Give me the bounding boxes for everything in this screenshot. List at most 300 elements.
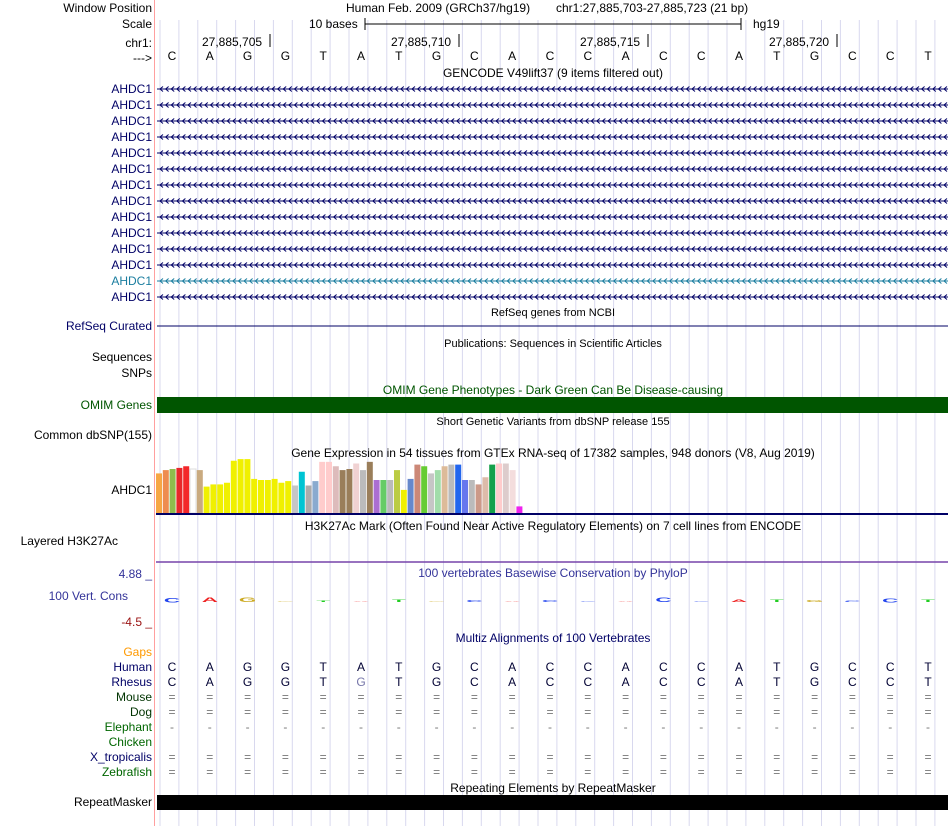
- multiz-base: A: [734, 660, 743, 674]
- multiz-base: T: [395, 660, 403, 674]
- multiz-base: =: [433, 765, 441, 779]
- multiz-base: =: [697, 750, 705, 764]
- conservation-glyph: T: [921, 598, 935, 603]
- gtex-tissue-bar: [496, 464, 502, 514]
- publications-title[interactable]: Publications: Sequences in Scientific Articles: [444, 338, 662, 350]
- conservation-glyph: T: [316, 600, 331, 603]
- gtex-tissue-bar: [442, 466, 448, 513]
- conservation-glyph: C: [882, 598, 899, 604]
- multiz-base: -: [699, 720, 704, 734]
- gencode-transcript-label: AHDC1: [111, 162, 152, 176]
- multiz-base: G: [431, 675, 442, 689]
- multiz-base: T: [319, 675, 327, 689]
- multiz-base: =: [433, 705, 441, 719]
- multiz-base: -: [585, 720, 590, 734]
- multiz-base: =: [659, 705, 667, 719]
- sequence-base: C: [848, 49, 857, 63]
- sequence-base: T: [924, 49, 932, 63]
- multiz-base: =: [281, 705, 289, 719]
- publications-snps-label[interactable]: SNPs: [121, 366, 152, 380]
- multiz-base: -: [510, 720, 515, 734]
- multiz-base: C: [583, 660, 593, 674]
- sequence-base: C: [696, 49, 706, 63]
- multiz-base: A: [734, 675, 743, 689]
- multiz-base: -: [245, 720, 250, 734]
- gencode-transcript-label: AHDC1: [111, 82, 152, 96]
- multiz-base: =: [433, 690, 441, 704]
- omim-label[interactable]: OMIM Genes: [80, 398, 152, 412]
- multiz-base: -: [359, 720, 363, 734]
- multiz-base: =: [811, 765, 819, 779]
- multiz-base: =: [206, 705, 214, 719]
- multiz-base: =: [848, 705, 856, 719]
- multiz-base: =: [735, 750, 743, 764]
- multiz-base: C: [167, 675, 177, 689]
- multiz-base: A: [508, 660, 517, 674]
- gtex-tissue-bar: [394, 470, 400, 513]
- multiz-base: =: [395, 705, 403, 719]
- multiz-base: =: [848, 765, 856, 779]
- gtex-tissue-bar: [360, 470, 366, 513]
- multiz-base: =: [773, 690, 781, 704]
- multiz-base: T: [924, 660, 932, 674]
- multiz-base: =: [508, 765, 516, 779]
- multiz-base: =: [886, 765, 894, 779]
- multiz-base: -: [774, 720, 779, 734]
- multiz-base: =: [319, 705, 327, 719]
- sequence-base: T: [773, 49, 781, 63]
- gtex-tissue-bar: [414, 465, 420, 513]
- multiz-base: =: [357, 690, 365, 704]
- multiz-base: =: [697, 765, 705, 779]
- scale-label: Scale: [121, 17, 152, 31]
- assembly-title: Human Feb. 2009 (GRCh37/hg19): [346, 1, 531, 15]
- tick-label: 27,885,715: [580, 35, 641, 49]
- gtex-tissue-bar: [340, 470, 346, 513]
- multiz-base: =: [811, 705, 819, 719]
- conservation-glyph: G: [427, 601, 446, 603]
- conservation-glyph: A: [730, 598, 748, 604]
- gtex-tissue-bar: [306, 486, 312, 514]
- multiz-base: =: [622, 750, 630, 764]
- multiz-base: =: [811, 690, 819, 704]
- multiz-base: =: [206, 690, 214, 704]
- tick-label: 27,885,720: [769, 35, 830, 49]
- gtex-tissue-bar: [380, 480, 386, 513]
- multiz-base: A: [508, 675, 517, 689]
- multiz-base: C: [696, 675, 706, 689]
- publications-sequences-label[interactable]: Sequences: [91, 350, 152, 364]
- sequence-base: A: [508, 49, 517, 63]
- multiz-base: =: [168, 690, 176, 704]
- gtex-tissue-bar: [231, 461, 237, 513]
- multiz-species-label: Zebrafish: [101, 765, 152, 779]
- repeatmasker-title[interactable]: Repeating Elements by RepeatMasker: [450, 781, 656, 795]
- multiz-base: C: [470, 660, 479, 674]
- multiz-base: =: [281, 750, 289, 764]
- gtex-tissue-bar: [312, 481, 318, 513]
- refseq-title[interactable]: RefSeq genes from NCBI: [490, 307, 616, 319]
- gencode-transcript-label: AHDC1: [111, 130, 152, 144]
- multiz-base: =: [584, 705, 592, 719]
- gtex-tissue-bar: [176, 468, 182, 513]
- conservation-glyph: G: [238, 596, 257, 604]
- gtex-title[interactable]: Gene Expression in 54 tissues from GTEx RNA-seq of 17382 samples, 948 donors (V8, Aug 2019): [291, 446, 815, 460]
- conservation-glyph: A: [617, 601, 634, 603]
- conservation-ymax: 4.88 _: [118, 567, 152, 581]
- gtex-tissue-bar: [353, 464, 359, 514]
- multiz-base: C: [848, 660, 857, 674]
- gtex-tissue-bar: [183, 466, 189, 513]
- gencode-transcript-label: AHDC1: [111, 178, 152, 192]
- dbsnp-title[interactable]: Short Genetic Variants from dbSNP release 155: [436, 416, 670, 428]
- multiz-base: -: [623, 720, 628, 734]
- gtex-tissue-bar: [197, 470, 203, 513]
- gtex-tissue-bar: [346, 469, 352, 513]
- gencode-transcript-label: AHDC1: [111, 194, 152, 208]
- multiz-base: A: [205, 660, 214, 674]
- multiz-base: =: [924, 690, 932, 704]
- conservation-ymin: -4.5 _: [121, 615, 152, 629]
- gencode-transcript-label: AHDC1: [111, 98, 152, 112]
- multiz-base: C: [885, 675, 895, 689]
- sequence-base: C: [583, 49, 593, 63]
- multiz-base: C: [848, 675, 857, 689]
- sequence-base: A: [734, 49, 743, 63]
- multiz-base: =: [773, 705, 781, 719]
- multiz-base: =: [546, 705, 554, 719]
- multiz-base: =: [886, 690, 894, 704]
- multiz-base: =: [168, 750, 176, 764]
- sequence-base: T: [319, 49, 327, 63]
- multiz-base: =: [395, 750, 403, 764]
- multiz-base: C: [696, 660, 706, 674]
- h3k27ac-label[interactable]: Layered H3K27Ac: [20, 534, 118, 548]
- multiz-base: A: [356, 660, 365, 674]
- multiz-base: =: [924, 750, 932, 764]
- multiz-base: =: [924, 765, 932, 779]
- gtex-tissue-bar: [278, 483, 284, 513]
- gtex-tissue-bar: [387, 480, 393, 513]
- multiz-base: =: [470, 705, 478, 719]
- multiz-base: -: [396, 720, 401, 734]
- gencode-transcript-label: AHDC1: [111, 258, 152, 272]
- multiz-base: =: [811, 750, 819, 764]
- multiz-base: T: [319, 660, 327, 674]
- multiz-base: A: [621, 660, 630, 674]
- multiz-base: A: [621, 675, 630, 689]
- multiz-base: -: [548, 720, 552, 734]
- gencode-transcript-label: AHDC1: [111, 290, 152, 304]
- multiz-base: =: [470, 765, 478, 779]
- sequence-base: G: [431, 49, 442, 63]
- multiz-base: =: [357, 750, 365, 764]
- conservation-glyph: T: [391, 598, 406, 603]
- gtex-tissue-bar: [333, 466, 339, 513]
- conservation-title[interactable]: 100 vertebrates Basewise Conservation by PhyloP: [418, 566, 688, 580]
- sequence-base: A: [621, 49, 630, 63]
- multiz-base: =: [735, 690, 743, 704]
- conservation-glyph: C: [579, 601, 596, 603]
- multiz-base: C: [583, 675, 593, 689]
- multiz-base: =: [773, 750, 781, 764]
- multiz-base: G: [280, 660, 291, 674]
- gtex-tissue-bar: [462, 480, 468, 513]
- multiz-base: G: [356, 675, 366, 689]
- gtex-tissue-bar: [401, 490, 407, 513]
- multiz-base: =: [395, 690, 403, 704]
- sequence-base: C: [545, 49, 555, 63]
- gtex-tissue-bar: [210, 484, 216, 513]
- gtex-tissue-bar: [516, 506, 522, 513]
- multiz-base: =: [697, 690, 705, 704]
- sequence-base: C: [167, 49, 177, 63]
- repeatmasker-bar: [157, 795, 948, 810]
- window-position-label: Window Position: [63, 1, 152, 15]
- multiz-base: =: [546, 690, 554, 704]
- multiz-species-label: Mouse: [115, 690, 152, 704]
- multiz-base: =: [584, 750, 592, 764]
- gtex-tissue-bar: [489, 465, 495, 513]
- multiz-base: =: [697, 705, 705, 719]
- gtex-label[interactable]: AHDC1: [111, 483, 152, 497]
- multiz-base: T: [395, 675, 403, 689]
- multiz-base: -: [888, 720, 893, 734]
- gtex-tissue-bar: [204, 487, 210, 513]
- gtex-tissue-bar: [251, 479, 257, 513]
- multiz-base: =: [546, 765, 554, 779]
- h3k27ac-title[interactable]: H3K27Ac Mark (Often Found Near Active Regulatory Elements) on 7 cell lines from ENCODE: [304, 519, 802, 533]
- multiz-base: =: [395, 765, 403, 779]
- gencode-transcript-label: AHDC1: [111, 114, 152, 128]
- sequence-base: G: [242, 49, 253, 63]
- multiz-species-label: Human: [113, 660, 152, 674]
- gencode-title[interactable]: GENCODE V49lift37 (9 items filtered out): [442, 66, 664, 80]
- sequence-base: C: [659, 49, 668, 63]
- gtex-tissue-bar: [428, 473, 434, 513]
- multiz-base: =: [357, 765, 365, 779]
- multiz-species-label: Rhesus: [111, 675, 152, 689]
- multiz-base: =: [659, 750, 667, 764]
- gtex-tissue-bar: [503, 464, 509, 514]
- multiz-base: C: [545, 660, 555, 674]
- multiz-base: =: [659, 690, 667, 704]
- multiz-base: -: [283, 720, 288, 734]
- conservation-glyph: A: [504, 601, 521, 603]
- multiz-base: G: [280, 675, 291, 689]
- multiz-base: -: [170, 720, 174, 734]
- multiz-species-label: Dog: [129, 705, 152, 719]
- conservation-glyph: A: [352, 601, 370, 603]
- multiz-base: =: [848, 750, 856, 764]
- multiz-base: C: [659, 660, 668, 674]
- repeatmasker-label[interactable]: RepeatMasker: [73, 795, 152, 809]
- gtex-tissue-bar: [482, 477, 488, 513]
- multiz-base: G: [242, 660, 253, 674]
- strand-label: --->: [133, 51, 152, 65]
- conservation-glyph: C: [693, 601, 710, 603]
- multiz-base: T: [924, 675, 932, 689]
- multiz-base: C: [470, 675, 479, 689]
- multiz-base: =: [168, 765, 176, 779]
- multiz-base: C: [885, 660, 895, 674]
- scale-text: 10 bases: [309, 17, 358, 31]
- conservation-glyph: C: [655, 596, 672, 604]
- multiz-base: =: [622, 765, 630, 779]
- gtex-tissue-bar: [190, 469, 196, 513]
- omim-title[interactable]: OMIM Gene Phenotypes - Dark Green Can Be Disease-causing: [382, 383, 724, 397]
- multiz-base: -: [661, 720, 666, 734]
- multiz-base: =: [584, 765, 592, 779]
- conservation-glyph: C: [844, 600, 861, 603]
- multiz-base: =: [886, 705, 894, 719]
- sequence-base: T: [395, 49, 403, 63]
- conservation-glyph: C: [466, 599, 483, 603]
- multiz-base: =: [508, 690, 516, 704]
- multiz-base: =: [886, 750, 894, 764]
- gtex-tissue-bar: [272, 479, 278, 513]
- omim-bar: [157, 397, 948, 413]
- multiz-base: =: [773, 765, 781, 779]
- gtex-tissue-bar: [238, 459, 244, 513]
- gencode-transcript-label: AHDC1: [111, 146, 152, 160]
- gtex-tissue-bar: [299, 472, 305, 513]
- multiz-base: =: [319, 690, 327, 704]
- gtex-tissue-bar: [476, 484, 482, 513]
- multiz-base: =: [244, 750, 252, 764]
- tick-label: 27,885,705: [202, 35, 263, 49]
- chr-label: chr1:: [125, 36, 152, 50]
- gtex-tissue-bar: [319, 462, 325, 513]
- sequence-base: G: [809, 49, 820, 63]
- gtex-tissue-bar: [421, 466, 427, 513]
- tick-label: 27,885,710: [391, 35, 452, 49]
- multiz-base: =: [508, 705, 516, 719]
- multiz-base: G: [809, 675, 820, 689]
- multiz-base: -: [472, 720, 477, 734]
- gtex-tissue-bar: [469, 480, 475, 513]
- multiz-base: =: [735, 765, 743, 779]
- multiz-base: A: [205, 675, 214, 689]
- gtex-tissue-bar: [163, 470, 169, 513]
- multiz-base: =: [659, 765, 667, 779]
- multiz-base: -: [926, 720, 930, 734]
- gencode-transcript-label: AHDC1: [111, 226, 152, 240]
- gencode-transcript-label: AHDC1: [111, 210, 152, 224]
- multiz-base: =: [281, 690, 289, 704]
- multiz-base: -: [850, 720, 855, 734]
- sequence-base: A: [205, 49, 214, 63]
- sequence-base: C: [470, 49, 479, 63]
- multiz-base: -: [737, 720, 741, 734]
- multiz-base: =: [281, 765, 289, 779]
- sequence-base: A: [356, 49, 365, 63]
- multiz-base: =: [848, 690, 856, 704]
- gtex-tissue-bar: [408, 479, 414, 513]
- multiz-base: C: [167, 660, 177, 674]
- multiz-species-label: Elephant: [104, 720, 152, 734]
- multiz-base: =: [470, 690, 478, 704]
- multiz-base: =: [546, 750, 554, 764]
- multiz-base: =: [735, 705, 743, 719]
- multiz-base: =: [168, 705, 176, 719]
- gtex-tissue-bar: [258, 480, 264, 513]
- gtex-tissue-bar: [448, 465, 454, 513]
- position-text: chr1:27,885,703-27,885,723 (21 bp): [556, 1, 749, 15]
- gtex-tissue-bar: [435, 470, 441, 513]
- multiz-base: =: [924, 705, 932, 719]
- refseq-label[interactable]: RefSeq Curated: [65, 319, 152, 333]
- sequence-base: G: [280, 49, 291, 63]
- dbsnp-label[interactable]: Common dbSNP(155): [33, 428, 152, 442]
- gtex-tissue-bar: [217, 484, 223, 513]
- multiz-base: =: [244, 765, 252, 779]
- conservation-glyph: C: [541, 599, 559, 603]
- multiz-gaps-label[interactable]: Gaps: [123, 645, 152, 659]
- multiz-base: C: [659, 675, 668, 689]
- multiz-base: =: [584, 690, 592, 704]
- multiz-base: =: [244, 690, 252, 704]
- multiz-base: =: [357, 705, 365, 719]
- multiz-species-label: X_tropicalis: [89, 750, 152, 764]
- multiz-base: -: [207, 720, 212, 734]
- multiz-base: G: [242, 675, 253, 689]
- conservation-label[interactable]: 100 Vert. Cons: [48, 589, 128, 603]
- gtex-tissue-bar: [170, 469, 176, 513]
- multiz-species-label: Chicken: [108, 735, 152, 749]
- multiz-base: =: [244, 705, 252, 719]
- gtex-tissue-bar: [367, 462, 373, 513]
- multiz-base: -: [434, 720, 439, 734]
- multiz-base: T: [773, 660, 781, 674]
- gtex-tissue-bar: [510, 470, 516, 513]
- gtex-tissue-bar: [285, 481, 291, 513]
- multiz-title[interactable]: Multiz Alignments of 100 Vertebrates: [455, 631, 651, 645]
- multiz-base: =: [319, 765, 327, 779]
- gtex-tissue-bar: [374, 480, 380, 513]
- multiz-base: =: [206, 765, 214, 779]
- multiz-base: G: [431, 660, 442, 674]
- multiz-base: T: [773, 675, 781, 689]
- multiz-base: =: [319, 750, 327, 764]
- multiz-base: =: [433, 750, 441, 764]
- gtex-tissue-bar: [292, 486, 298, 514]
- multiz-base: =: [622, 690, 630, 704]
- db-text: hg19: [753, 17, 780, 31]
- sequence-base: C: [885, 49, 895, 63]
- multiz-base: =: [206, 750, 214, 764]
- conservation-glyph: T: [769, 598, 784, 603]
- gtex-tissue-bar: [244, 459, 250, 513]
- multiz-base: -: [812, 720, 817, 734]
- gencode-transcript-label: AHDC1: [111, 274, 152, 288]
- gtex-tissue-bar: [455, 465, 461, 513]
- conservation-glyph: A: [201, 596, 218, 604]
- multiz-base: =: [508, 750, 516, 764]
- conservation-glyph: G: [276, 601, 295, 603]
- conservation-glyph: C: [163, 597, 181, 604]
- multiz-base: G: [809, 660, 820, 674]
- conservation-glyph: G: [805, 599, 824, 603]
- gtex-tissue-bar: [326, 462, 332, 513]
- gencode-transcript-label: AHDC1: [111, 242, 152, 256]
- gtex-tissue-bar: [224, 483, 230, 513]
- multiz-base: =: [470, 750, 478, 764]
- multiz-base: -: [321, 720, 326, 734]
- multiz-base: =: [622, 705, 630, 719]
- multiz-base: C: [545, 675, 555, 689]
- gtex-tissue-bar: [156, 473, 162, 513]
